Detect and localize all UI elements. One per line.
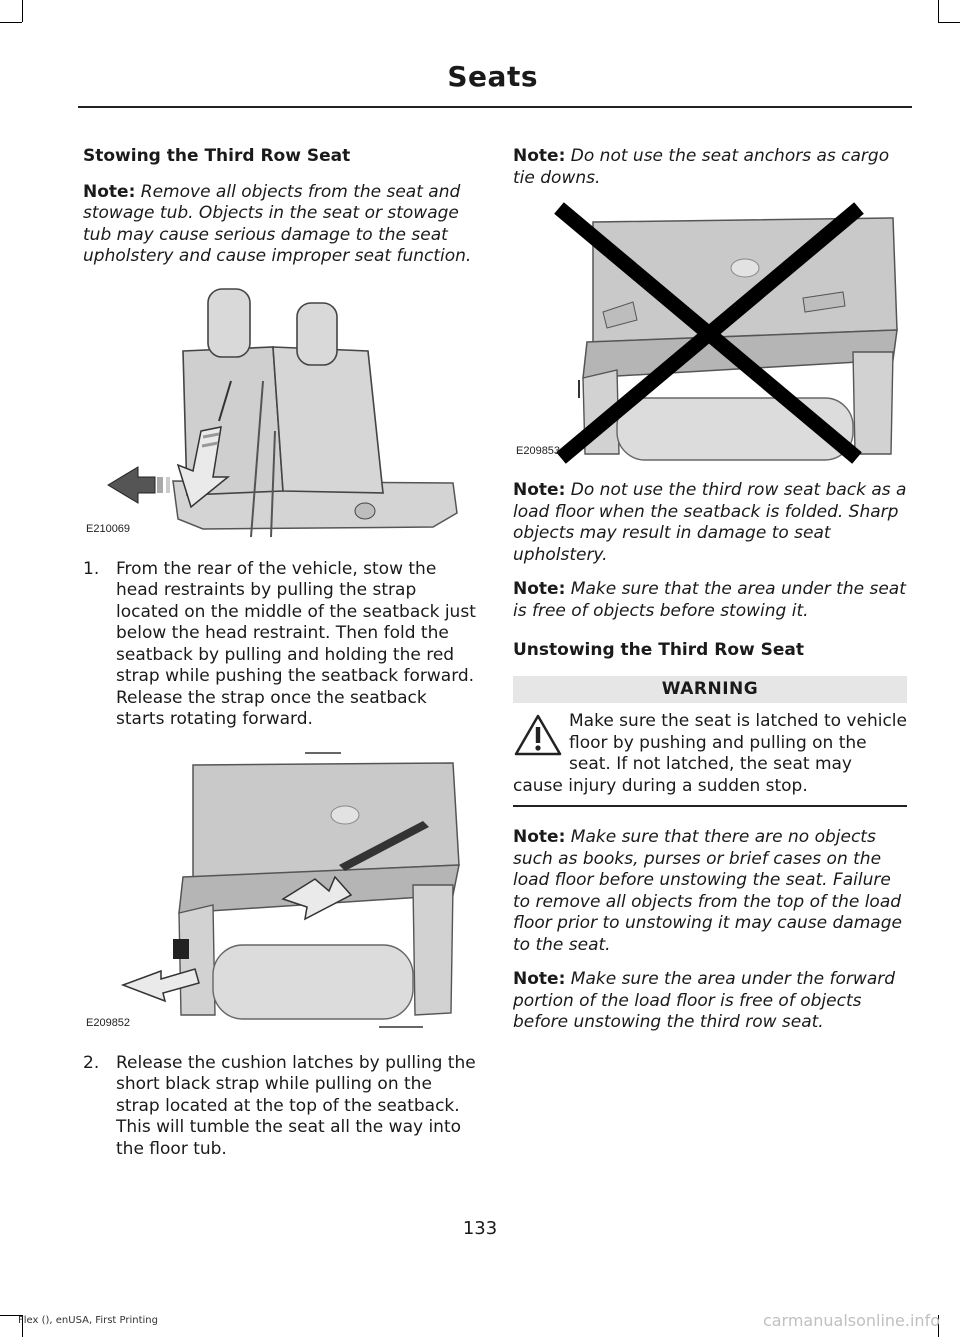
crop-mark <box>22 0 23 22</box>
note-label: Note: <box>83 181 136 202</box>
step-text: From the rear of the vehicle, stow the head restraints by pulling the strap located on the middle of the seatback just below the head restraint. Then fold the seatback by pulling and holding the red strap while pushing the seatback forward. Release the strap once the seatback starts rotating forward. <box>116 558 476 729</box>
steps-list-1 <box>83 559 477 731</box>
figure-code: E209853 <box>516 444 561 457</box>
cushion-illustration <box>83 745 463 1037</box>
figure-seat-headrests <box>83 281 477 543</box>
note-text: Make sure that there are no objects such as books, purses or brief cases on the load floor before unstowing the seat. Failure to remove all objects from the top of the load floor prior to unstowing it may cause damage to the seat. <box>513 827 902 955</box>
note-area-under-seat <box>513 579 907 622</box>
warning-title: WARNING <box>513 676 907 704</box>
note-seat-back-load-floor <box>513 480 907 566</box>
list-item <box>83 559 477 731</box>
header-divider <box>78 106 912 108</box>
watermark: carmanualsonline.info <box>762 1311 940 1330</box>
crop-mark <box>938 22 960 23</box>
list-item <box>83 1053 477 1161</box>
note-text: Do not use the seat anchors as cargo tie downs. <box>513 146 890 188</box>
note-text: Make sure the area under the forward portion of the load floor is free of objects before unstowing the third row seat. <box>513 969 896 1032</box>
note-forward-area-clear <box>513 969 907 1034</box>
page-title: Seats <box>447 60 538 93</box>
note-remove-objects <box>83 182 477 268</box>
figure-do-not-use-anchors <box>513 202 907 464</box>
warning-body <box>513 711 907 797</box>
figure-cushion-latches <box>83 745 477 1037</box>
note-text: Make sure that the area under the seat is free of objects before stowing it. <box>513 579 906 621</box>
step-text: Release the cushion latches by pulling the short black strap while pulling on the strap located at the top of the seatback. This will tumble the seat all the way into the floor tub. <box>116 1052 476 1159</box>
crossed-out-illustration <box>513 202 905 464</box>
steps-list-2 <box>83 1053 477 1161</box>
warning-triangle-icon <box>513 713 563 757</box>
crop-mark <box>0 22 22 23</box>
left-column <box>83 146 477 1174</box>
crop-mark <box>938 0 939 22</box>
figure-code: E210069 <box>86 523 131 535</box>
section-heading-unstowing: Unstowing the Third Row Seat <box>513 640 804 660</box>
right-column <box>513 146 907 1047</box>
note-label: Note: <box>513 146 566 166</box>
note-label: Note: <box>513 480 566 500</box>
warning-text: Make sure the seat is latched to vehicle floor by pushing and pulling on the seat. If not latched, the seat may cause injury during a sudden stop. <box>513 711 907 796</box>
note-text: Do not use the third row seat back as a load floor when the seatback is folded. Sharp objects may result in damage to seat upholstery. <box>513 480 907 565</box>
note-label: Note: <box>513 827 566 847</box>
page-number: 133 <box>462 1218 498 1239</box>
figure-code: E209852 <box>86 1017 131 1029</box>
note-label: Note: <box>513 579 566 599</box>
section-heading-stowing: Stowing the Third Row Seat <box>83 146 351 166</box>
warning-divider <box>513 805 907 807</box>
step-number: 2. <box>83 1052 100 1073</box>
note-no-objects-on-floor <box>513 827 907 956</box>
note-text: Remove all objects from the seat and stowage tub. Objects in the seat or stowage tub may cause serious damage to the seat upholstery and cause improper seat function. <box>83 181 472 266</box>
warning-box <box>513 676 907 808</box>
footer-text: Flex (), enUSA, First Printing <box>18 1315 158 1326</box>
note-label: Note: <box>513 969 566 989</box>
note-seat-anchors <box>513 146 907 189</box>
step-number: 1. <box>83 558 100 579</box>
seat-illustration <box>83 281 463 543</box>
